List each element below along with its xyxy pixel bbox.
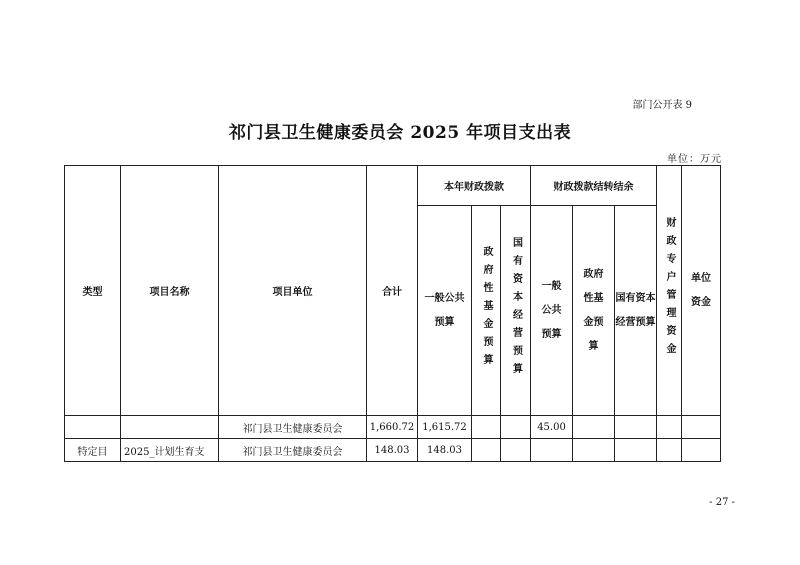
cell-unit-funds <box>682 439 721 462</box>
cell-project-name: 2025_计划生育支 <box>121 439 219 462</box>
header-current-year-group: 本年财政拨款 <box>418 166 531 206</box>
header-general-budget <box>418 206 472 416</box>
cell-state-capital <box>501 416 531 439</box>
header-project-name: 项目名称 <box>121 166 219 416</box>
cell-total: 1,660.72 <box>367 416 418 439</box>
header-special-account <box>657 166 682 416</box>
header-state-capital-label: 国有资本经营预算 <box>510 237 522 381</box>
unit-label: 单位：万元 <box>667 154 722 165</box>
document-label: 部门公开表 9 <box>632 100 692 111</box>
cell-general-budget: 148.03 <box>418 439 472 462</box>
cell-co-general <box>531 439 573 462</box>
page-number: - 27 - <box>709 497 735 508</box>
cell-state-capital <box>501 439 531 462</box>
header-state-capital <box>501 206 531 416</box>
cell-special-account <box>657 416 682 439</box>
header-co-gov-fund-label: 政府性基金预算 <box>583 268 604 352</box>
header-special-account-label: 财政专户管理资金 <box>664 217 676 361</box>
cell-gov-fund <box>472 439 501 462</box>
header-project-unit: 项目单位 <box>219 166 367 416</box>
cell-gov-fund <box>472 416 501 439</box>
cell-type: 特定目 <box>65 439 121 462</box>
header-co-state-capital-label: 国有资本经营预算 <box>615 292 656 328</box>
cell-project-unit: 祁门县卫生健康委员会 <box>219 439 367 462</box>
cell-special-account <box>657 439 682 462</box>
cell-project-name <box>121 416 219 439</box>
cell-co-gov-fund <box>573 439 615 462</box>
header-co-general <box>531 206 573 416</box>
table-row <box>65 439 721 462</box>
header-co-state-capital <box>615 206 657 416</box>
cell-general-budget: 1,615.72 <box>418 416 472 439</box>
header-carryover-group: 财政拨款结转结余 <box>531 166 657 206</box>
cell-co-general: 45.00 <box>531 416 573 439</box>
header-gov-fund <box>472 206 501 416</box>
cell-co-state-capital <box>615 439 657 462</box>
cell-co-state-capital <box>615 416 657 439</box>
project-expenditure-table <box>64 165 721 462</box>
header-co-gov-fund <box>573 206 615 416</box>
header-unit-funds-label: 单位资金 <box>691 272 712 308</box>
header-co-general-label: 一般公共预算 <box>541 280 562 340</box>
header-total: 合计 <box>367 166 418 416</box>
header-row-1 <box>65 166 721 206</box>
cell-project-unit: 祁门县卫生健康委员会 <box>219 416 367 439</box>
cell-total: 148.03 <box>367 439 418 462</box>
cell-unit-funds <box>682 416 721 439</box>
header-unit-funds <box>682 166 721 416</box>
header-general-budget-label: 一般公共预算 <box>424 292 465 328</box>
header-gov-fund-label: 政府性基金预算 <box>481 246 492 372</box>
table-row <box>65 416 721 439</box>
header-type: 类型 <box>65 166 121 416</box>
cell-co-gov-fund <box>573 416 615 439</box>
page-title: 祁门县卫生健康委员会 2025 年项目支出表 <box>228 123 572 143</box>
cell-type <box>65 416 121 439</box>
